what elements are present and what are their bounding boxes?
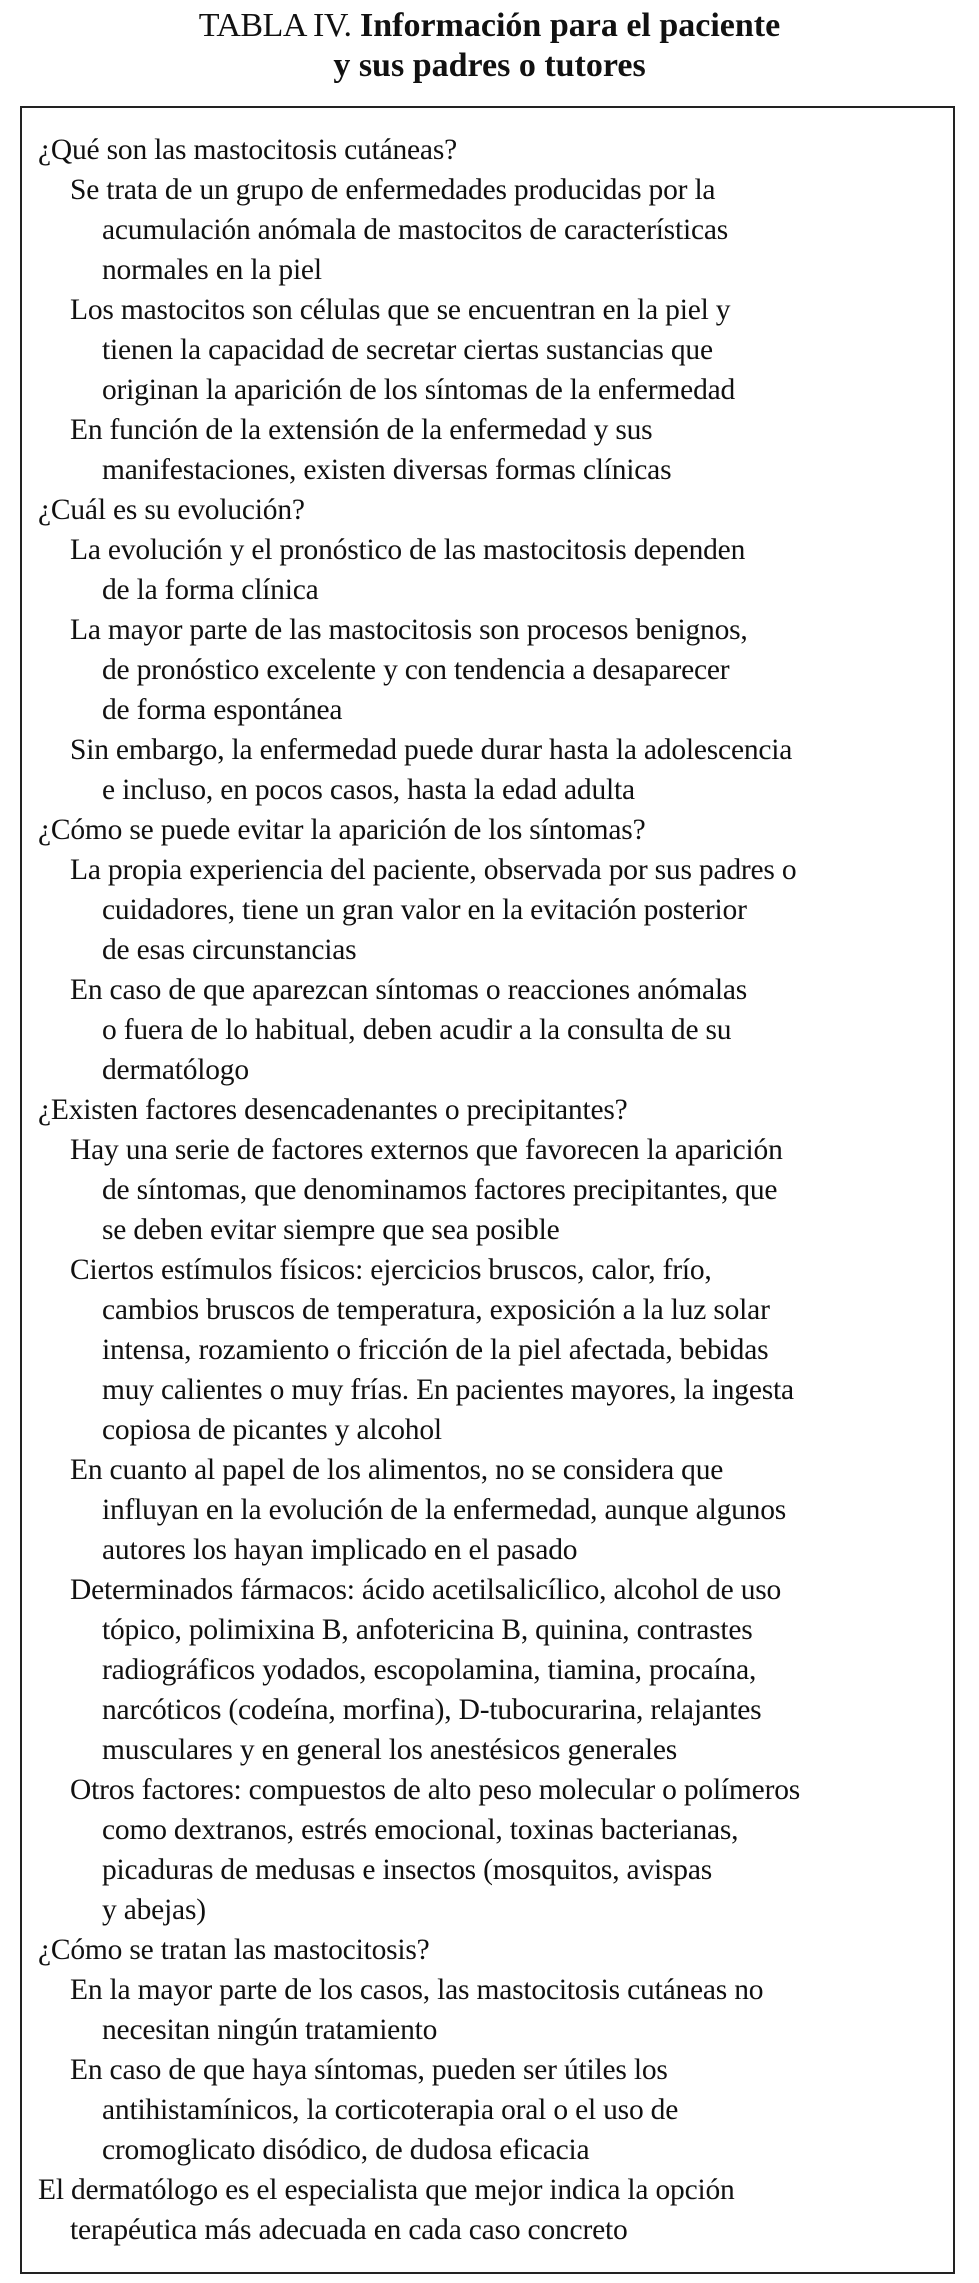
section-question-line: ¿Cómo se tratan las mastocitosis? bbox=[38, 1934, 430, 1966]
section-question-line: ¿Cuál es su evolución? bbox=[38, 494, 305, 526]
body-text-line: acumulación anómala de mastocitos de características bbox=[102, 214, 729, 246]
body-text-line: como dextranos, estrés emocional, toxinas bacterianas, bbox=[102, 1814, 739, 1846]
body-text-line: Sin embargo, la enfermedad puede durar hasta la adolescencia bbox=[70, 734, 793, 766]
body-text-line: necesitan ningún tratamiento bbox=[102, 2014, 438, 2046]
section-question-line: ¿Qué son las mastocitosis cutáneas? bbox=[38, 134, 457, 166]
body-text-line: e incluso, en pocos casos, hasta la edad adulta bbox=[102, 774, 635, 806]
section-question-line: ¿Cómo se puede evitar la aparición de los síntomas? bbox=[38, 814, 646, 846]
body-text-line: En caso de que aparezcan síntomas o reacciones anómalas bbox=[70, 974, 748, 1006]
body-text-line: cromoglicato disódico, de dudosa eficacia bbox=[102, 2134, 590, 2166]
body-text-line: se deben evitar siempre que sea posible bbox=[102, 1214, 560, 1246]
body-text-line: intensa, rozamiento o fricción de la piel afectada, bebidas bbox=[102, 1334, 769, 1366]
body-text-line: picaduras de medusas e insectos (mosquitos, avispas bbox=[102, 1854, 712, 1886]
body-text-line: La mayor parte de las mastocitosis son procesos benignos, bbox=[70, 614, 748, 646]
body-text-line: autores los hayan implicado en el pasado bbox=[102, 1534, 578, 1566]
body-text-line: de esas circunstancias bbox=[102, 934, 357, 966]
body-text-line: En cuanto al papel de los alimentos, no se considera que bbox=[70, 1454, 724, 1486]
body-text-line: de síntomas, que denominamos factores precipitantes, que bbox=[102, 1174, 778, 1206]
body-text-line: normales en la piel bbox=[102, 254, 322, 286]
table-box bbox=[20, 106, 955, 2274]
body-text-line: musculares y en general los anestésicos generales bbox=[102, 1734, 678, 1766]
section-question-line: ¿Existen factores desencadenantes o precipitantes? bbox=[38, 1094, 628, 1126]
table-title-text-1: Información para el paciente bbox=[360, 7, 781, 44]
body-text-line: influyan en la evolución de la enfermedad, aunque algunos bbox=[102, 1494, 787, 1526]
body-text-line: La propia experiencia del paciente, observada por sus padres o bbox=[70, 854, 797, 886]
body-text-line: antihistamínicos, la corticoterapia oral o el uso de bbox=[102, 2094, 679, 2126]
body-text-line: cuidadores, tiene un gran valor en la evitación posterior bbox=[102, 894, 747, 926]
body-text-line: Hay una serie de factores externos que favorecen la aparición bbox=[70, 1134, 783, 1166]
body-text-line: narcóticos (codeína, morfina), D-tubocurarina, relajantes bbox=[102, 1694, 762, 1726]
body-text-line: y abejas) bbox=[102, 1894, 206, 1926]
body-text-line: En la mayor parte de los casos, las mastocitosis cutáneas no bbox=[70, 1974, 764, 2006]
table-title-line-1 bbox=[0, 6, 979, 46]
body-text-line: En función de la extensión de la enfermedad y sus bbox=[70, 414, 653, 446]
body-text-line: manifestaciones, existen diversas formas clínicas bbox=[102, 454, 672, 486]
body-text-line: cambios bruscos de temperatura, exposición a la luz solar bbox=[102, 1294, 770, 1326]
body-text-line: Otros factores: compuestos de alto peso molecular o polímeros bbox=[70, 1774, 801, 1806]
body-text-line: Se trata de un grupo de enfermedades producidas por la bbox=[70, 174, 716, 206]
table-title-text-2: y sus padres o tutores bbox=[333, 47, 646, 84]
table-title bbox=[0, 0, 979, 94]
body-text-line: terapéutica más adecuada en cada caso concreto bbox=[70, 2214, 628, 2246]
body-text-line: copiosa de picantes y alcohol bbox=[102, 1414, 442, 1446]
body-text-line: tópico, polimixina B, anfotericina B, quinina, contrastes bbox=[102, 1614, 753, 1646]
body-text-line: En caso de que haya síntomas, pueden ser útiles los bbox=[70, 2054, 668, 2086]
body-text-line: Determinados fármacos: ácido acetilsalicílico, alcohol de uso bbox=[70, 1574, 782, 1606]
body-text-line: muy calientes o muy frías. En pacientes mayores, la ingesta bbox=[102, 1374, 794, 1406]
body-text-line: de forma espontánea bbox=[102, 694, 343, 726]
body-text-line: de la forma clínica bbox=[102, 574, 319, 606]
body-text-line: Ciertos estímulos físicos: ejercicios bruscos, calor, frío, bbox=[70, 1254, 712, 1286]
table-number: TABLA IV. bbox=[198, 7, 352, 44]
body-text-line: de pronóstico excelente y con tendencia a desaparecer bbox=[102, 654, 730, 686]
body-text-line: o fuera de lo habitual, deben acudir a la consulta de su bbox=[102, 1014, 732, 1046]
body-text-line: radiográficos yodados, escopolamina, tiamina, procaína, bbox=[102, 1654, 757, 1686]
section-question-line: El dermatólogo es el especialista que mejor indica la opción bbox=[38, 2174, 735, 2206]
body-text-line: La evolución y el pronóstico de las mastocitosis dependen bbox=[70, 534, 746, 566]
body-text-line: originan la aparición de los síntomas de la enfermedad bbox=[102, 374, 736, 406]
body-text-line: Los mastocitos son células que se encuentran en la piel y bbox=[70, 294, 731, 326]
body-text-line: dermatólogo bbox=[102, 1054, 249, 1086]
body-text-line: tienen la capacidad de secretar ciertas sustancias que bbox=[102, 334, 713, 366]
